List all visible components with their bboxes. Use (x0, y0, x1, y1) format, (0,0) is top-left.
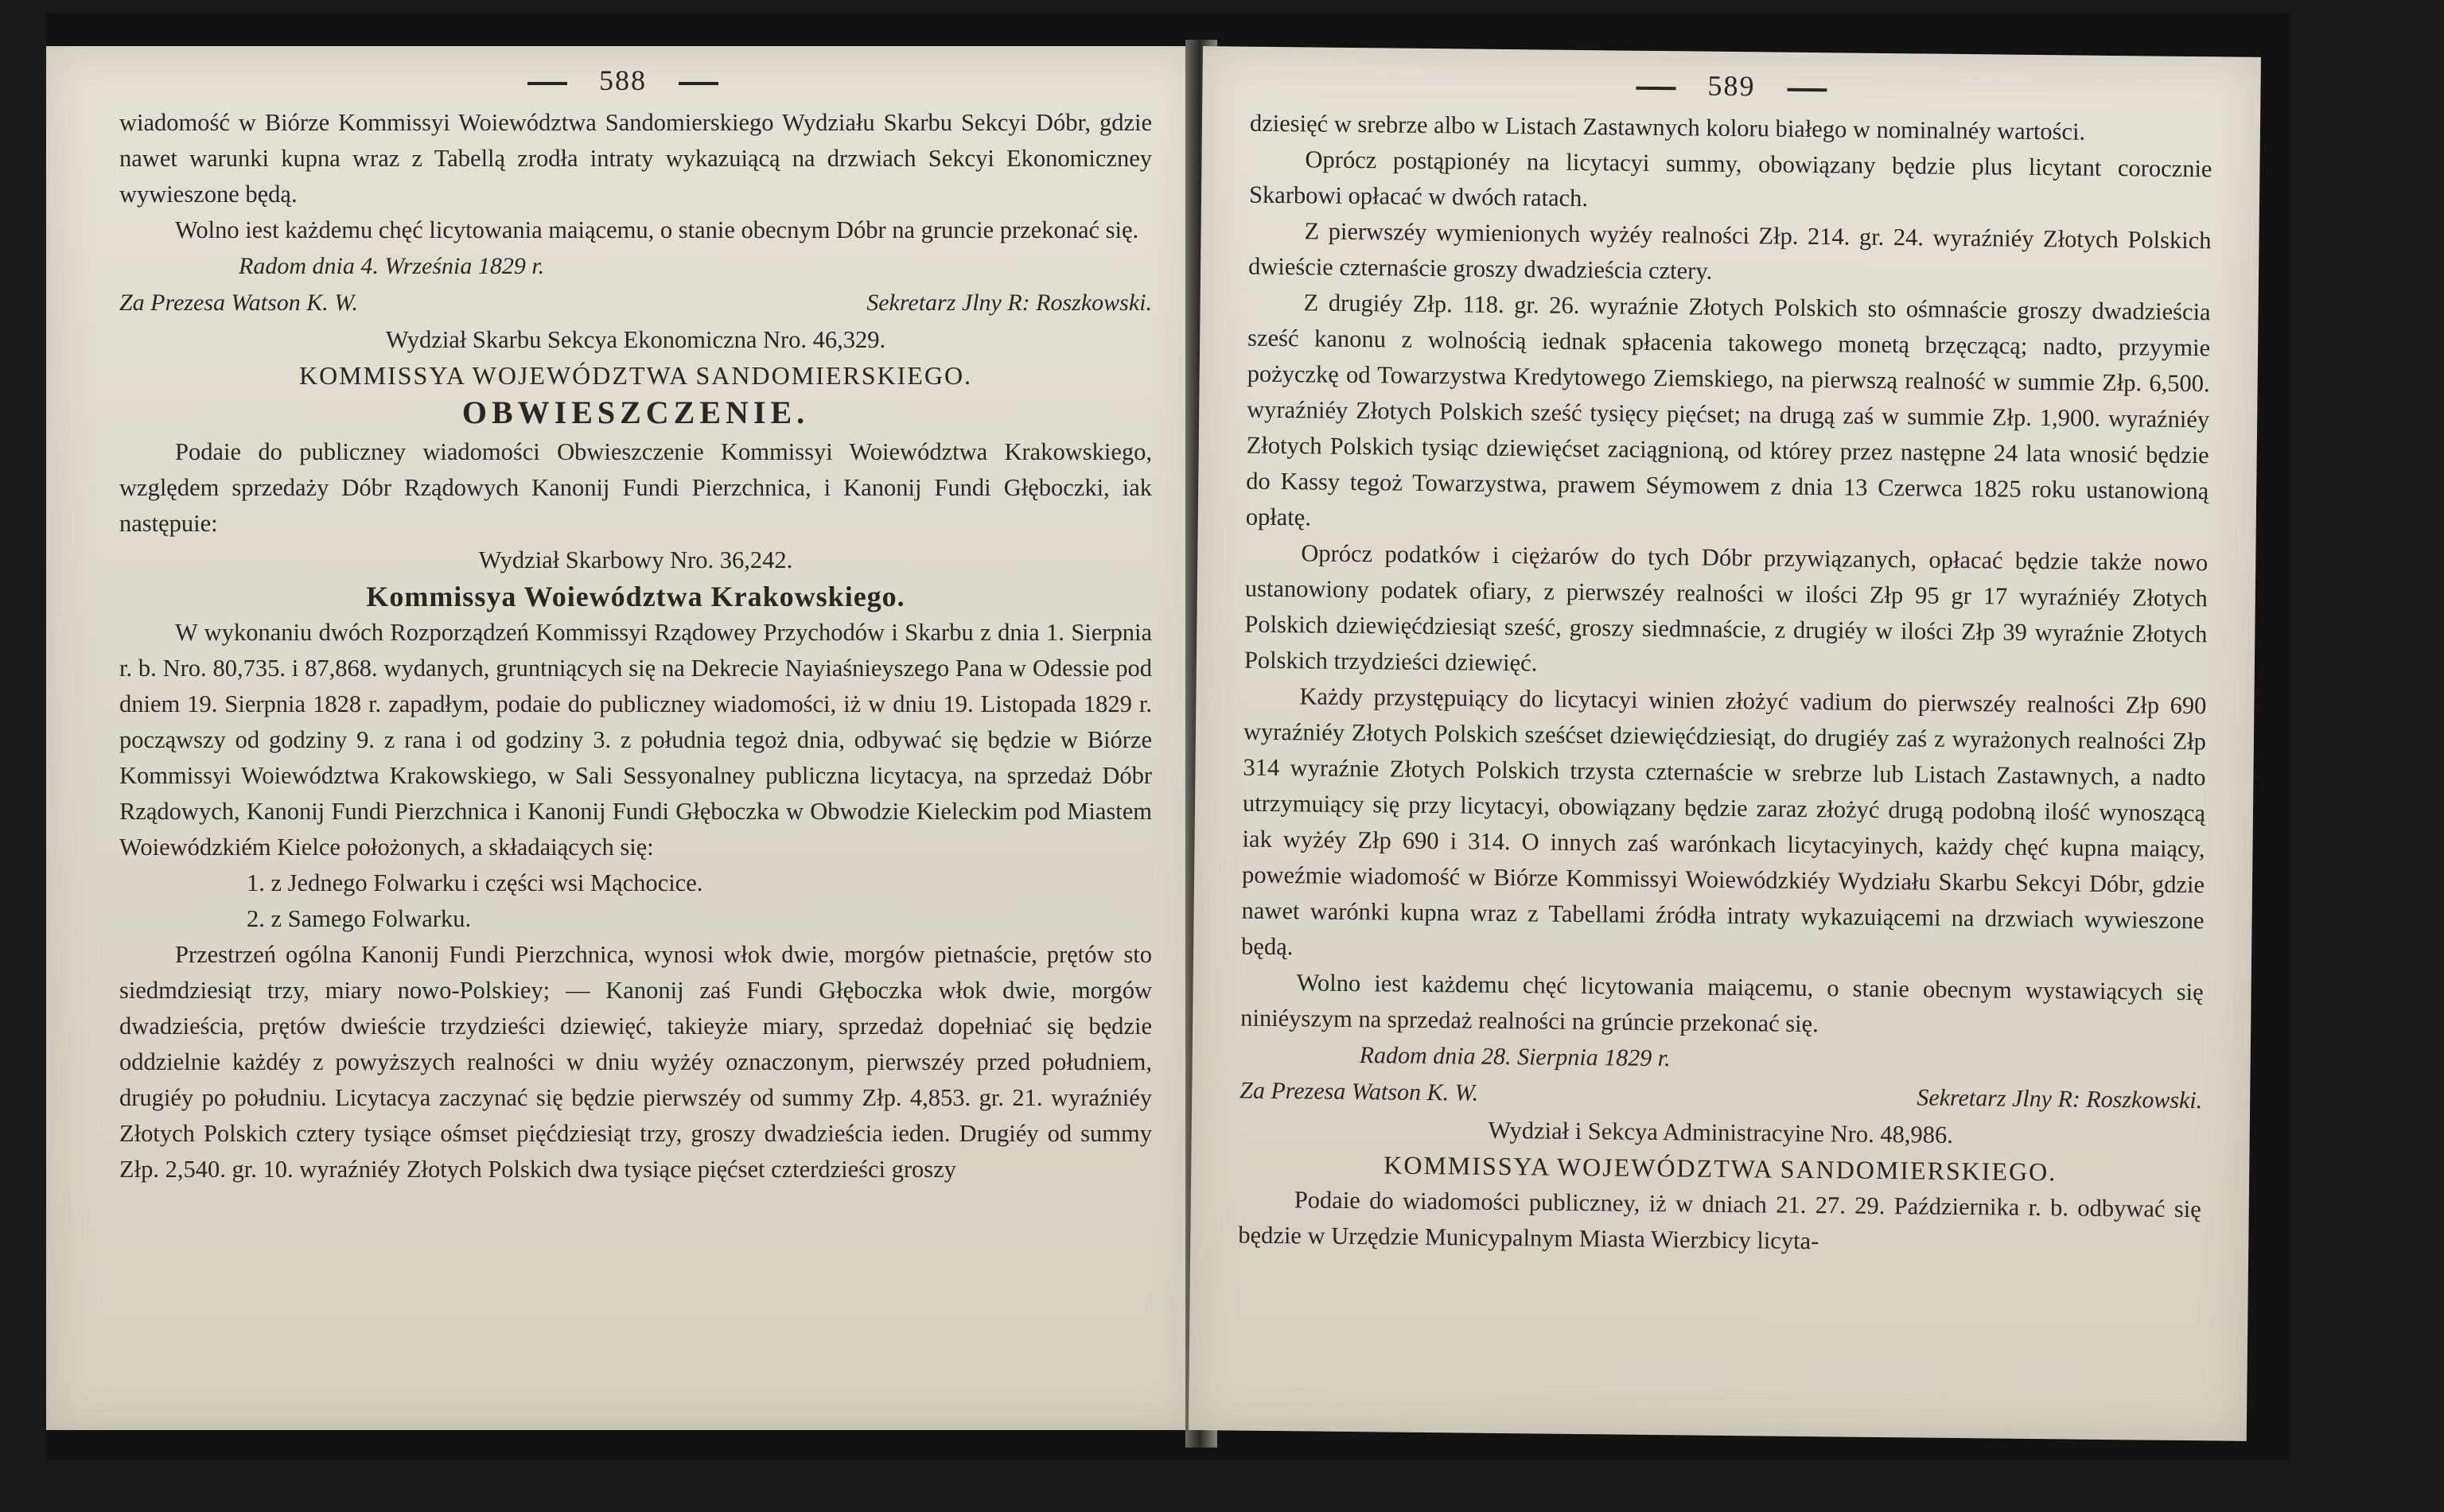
signature-left: Za Prezesa Watson K. W. (1240, 1077, 1479, 1106)
paragraph: Oprócz podatków i ciężarów do tych Dóbr przywiązanych, opłacać będzie także nowo ustanowiony podatek ofiary, z pierwszéy realności w ilości Złp 95 gr 17 wyraźniéy Złotych Polskich dziewięćdziesiąt sześć, groszy siedmnaście, z drugiéy w ilości Złp 39 wyraźnie Złotych Polskich trzydzieści dziewięć. (1243, 539, 2209, 677)
date-line: Radom dnia 28. Sierpnia 1829 r. (1359, 1042, 1671, 1072)
paragraph: dziesięć w srebrze albo w Listach Zastawnych koloru białego w nominalnéy wartości. (1249, 109, 2086, 146)
text-column (46, 97, 1200, 1187)
reference-line: Wydział i Sekcya Administracyine Nro. 48,986. (1488, 1116, 1954, 1149)
reference-line: Wydział Skarbowy Nro. 36,242. (478, 546, 793, 573)
paragraph: Z pierwszéy wymienionych wyżéy realności Złp. 214. gr. 24. wyraźniéy Złotych Polskich dwieście czternaście groszy dwadzieścia cztery. (1247, 217, 2212, 285)
list-item: 1. z Jednego Folwarku i części wsi Mąchocice. (247, 869, 703, 896)
signature-row (119, 285, 1152, 321)
paragraph: W wykonaniu dwóch Rozporządzeń Kommissyi Rządowey Przychodów i Skarbu z dnia 1. Sierpnia r. b. Nro. 80,735. i 87,868. wydanych, gruntniących się na Dekrecie Nayiaśnieyszego Pana w Odessie pod dniem 19. Sierpnia 1828 r. zapadłym, podaie do publiczney wiadomości, iż w dniu 19. Listopada 1829 r. począwszy od godziny 9. z rana i od godziny 3. z południa tegoż dnia, odbywać się będzie w Biórze Kommissyi Woiewództwa Krakowskiego, w Sali Sessyonalney publiczna licytacya, na sprzedaż Dóbr Rządowych, Kanonij Fundi Pierzchnica i Kanonij Fundi Głęboczka w Obwodzie Kieleckim pod Miastem Woiewódzkiém Kielce położonych, a składaiących się: (119, 619, 1152, 861)
reference-line: Wydział Skarbu Sekcya Ekonomiczna Nro. 46,329. (385, 326, 886, 353)
dash-decoration (1636, 86, 1675, 90)
section-heading: Kommissya Woiewództwa Krakowskiego. (366, 581, 905, 612)
paragraph: Podaie do publiczney wiadomości Obwieszczenie Kommissyi Woiewództwa Krakowskiego, względem sprzedaży Dóbr Rządowych Kanonij Fundi Pierzchnica, i Kanonij Fundi Głęboczki, iak następuie: (119, 438, 1152, 537)
paragraph: Z drugiéy Złp. 118. gr. 26. wyraźnie Złotych Polskich sto ośmnaście groszy dwadzieścia sześć kanonu z wolnością iednak spłacenia takowego monetą brzęczącą; nadto, przyymie pożyczkę od Towarzystwa Kredytowego Ziemskiego, na pierwszą realność w summie Złp. 6,500. wyraźniéy Złotych Polskich sześć tysięcy pięćset; na drugą zaś w summie Złp. 1,900. wyraźniéy Złotych Polskich tysiąc dziewięćset zaciągnioną, od którey przez następne 24 lata wnosić będzie do Kassy tegoż Towarzystwa, prawem Séymowem z dnia 13 Czerwca 1825 roku ustanowioną opłatę. (1245, 289, 2211, 531)
paragraph: Wolno iest każdemu chęć licytowania maiącemu, o stanie obecnym wystawiących się niniéyszym na sprzedaż realności na grúncie przekonać się. (1240, 969, 2204, 1038)
notice-title: OBWIESZCZENIE. (461, 395, 810, 430)
signature-left: Za Prezesa Watson K. W. (119, 290, 359, 316)
paragraph: Oprócz postąpionéy na licytacyi summy, obowiązany będzie plus licytant corocznie Skarbowi opłacać w dwóch ratach. (1248, 146, 2212, 212)
section-heading: KOMMISSYA WOJEWÓDZTWA SANDOMIERSKIEGO. (298, 361, 973, 390)
paragraph: Wolno iest każdemu chęć licytowania maiącemu, o stanie obecnym Dóbr na gruncie przekonać się. (175, 216, 1139, 243)
dash-decoration (1787, 87, 1827, 91)
list-item: 2. z Samego Folwarku. (247, 905, 472, 932)
paragraph: Przestrzeń ogólna Kanonij Fundi Pierzchnica, wynosi włok dwie, morgów pietnaście, prętów sto siedmdziesiąt trzy, miary nowo-Polskiey; — Kanonij zaś Fundi Głęboczka włok dwie, morgów dwadzieścia, prętów dwieście trzydzieści dziewięć, takieyże miary, sprzedaż dopełniać się będzie oddzielnie każdéy z powyższych realności w dniu wyżéy oznaczonym, pierwszéy przed południem, drugiéy po południu. Licytacya zaczynać się będzie pierwszéy od summy Złp. 4,853. gr. 21. wyraźniéy Złotych Polskich cztery tysiące ośmset pięćdziesiąt trzy, groszy dwadzieścia ieden. Drugiéy od summy Złp. 2,540. gr. 10. wyraźniéy Złotych Polskich dwa tysiące pięćset czterdzieści groszy (119, 941, 1152, 1183)
text-column (1190, 97, 2260, 1264)
left-page (46, 46, 1200, 1430)
right-page (1189, 46, 2261, 1441)
section-heading: KOMMISSYA WOJEWÓDZTWA SANDOMIERSKIEGO. (1384, 1150, 2057, 1187)
page-number-text: 588 (599, 64, 647, 96)
page-number (46, 64, 1200, 97)
signature-right: Sekretarz Jlny R: Roszkowski. (866, 290, 1152, 316)
page-number-text: 589 (1707, 69, 1756, 103)
paragraph: Każdy przystępuiący do licytacyi winien złożyć vadium do pierwszéy realności Złp 690 wyraźniéy Złotych Polskich sześćset dziewięćdziesiąt, do drugiéy zaś z wyrażonych realności Złp 314 wyraźnie Złotych Polskich trzysta czternaście w srebrze lub Listach Zastawnych, a nadto utrzymuiący się przy licytacyi, obowiązany będzie zaraz złożyć drugą podobną ilość wynoszącą iak wyżéy Złp 690 i 314. O innych zaś warónkach licytacyinych, każdy chęć kupna maiący, poweźmie wiadomość w Biórze Kommissyi Woiewódzkiéy Wydziału Skarbu Sekcyi Dóbr, gdzie nawet warónki kupna wraz z Tabellami źródła intraty wykazuiącemi na drzwiach wywieszone będą. (1240, 682, 2207, 961)
paragraph: wiadomość w Biórze Kommissyi Woiewództwa Sandomierskiego Wydziału Skarbu Sekcyi Dóbr, gdzie nawet warunki kupna wraz z Tabellą zrodła intraty wykazuiącą na drzwiach Sekcyi Ekonomiczney wywieszone będą. (119, 109, 1152, 208)
paragraph: Podaie do wiadomości publiczney, iż w dniach 21. 27. 29. Października r. b. odbywać się będzie w Urzędzie Municypalnym Miasta Wierzbicy licyta- (1238, 1186, 2201, 1255)
signature-right: Sekretarz Jlny R: Roszkowski. (1917, 1084, 2203, 1114)
dash-decoration (679, 82, 718, 85)
dash-decoration (527, 82, 567, 85)
date-line: Radom dnia 4. Września 1829 r. (239, 253, 545, 279)
